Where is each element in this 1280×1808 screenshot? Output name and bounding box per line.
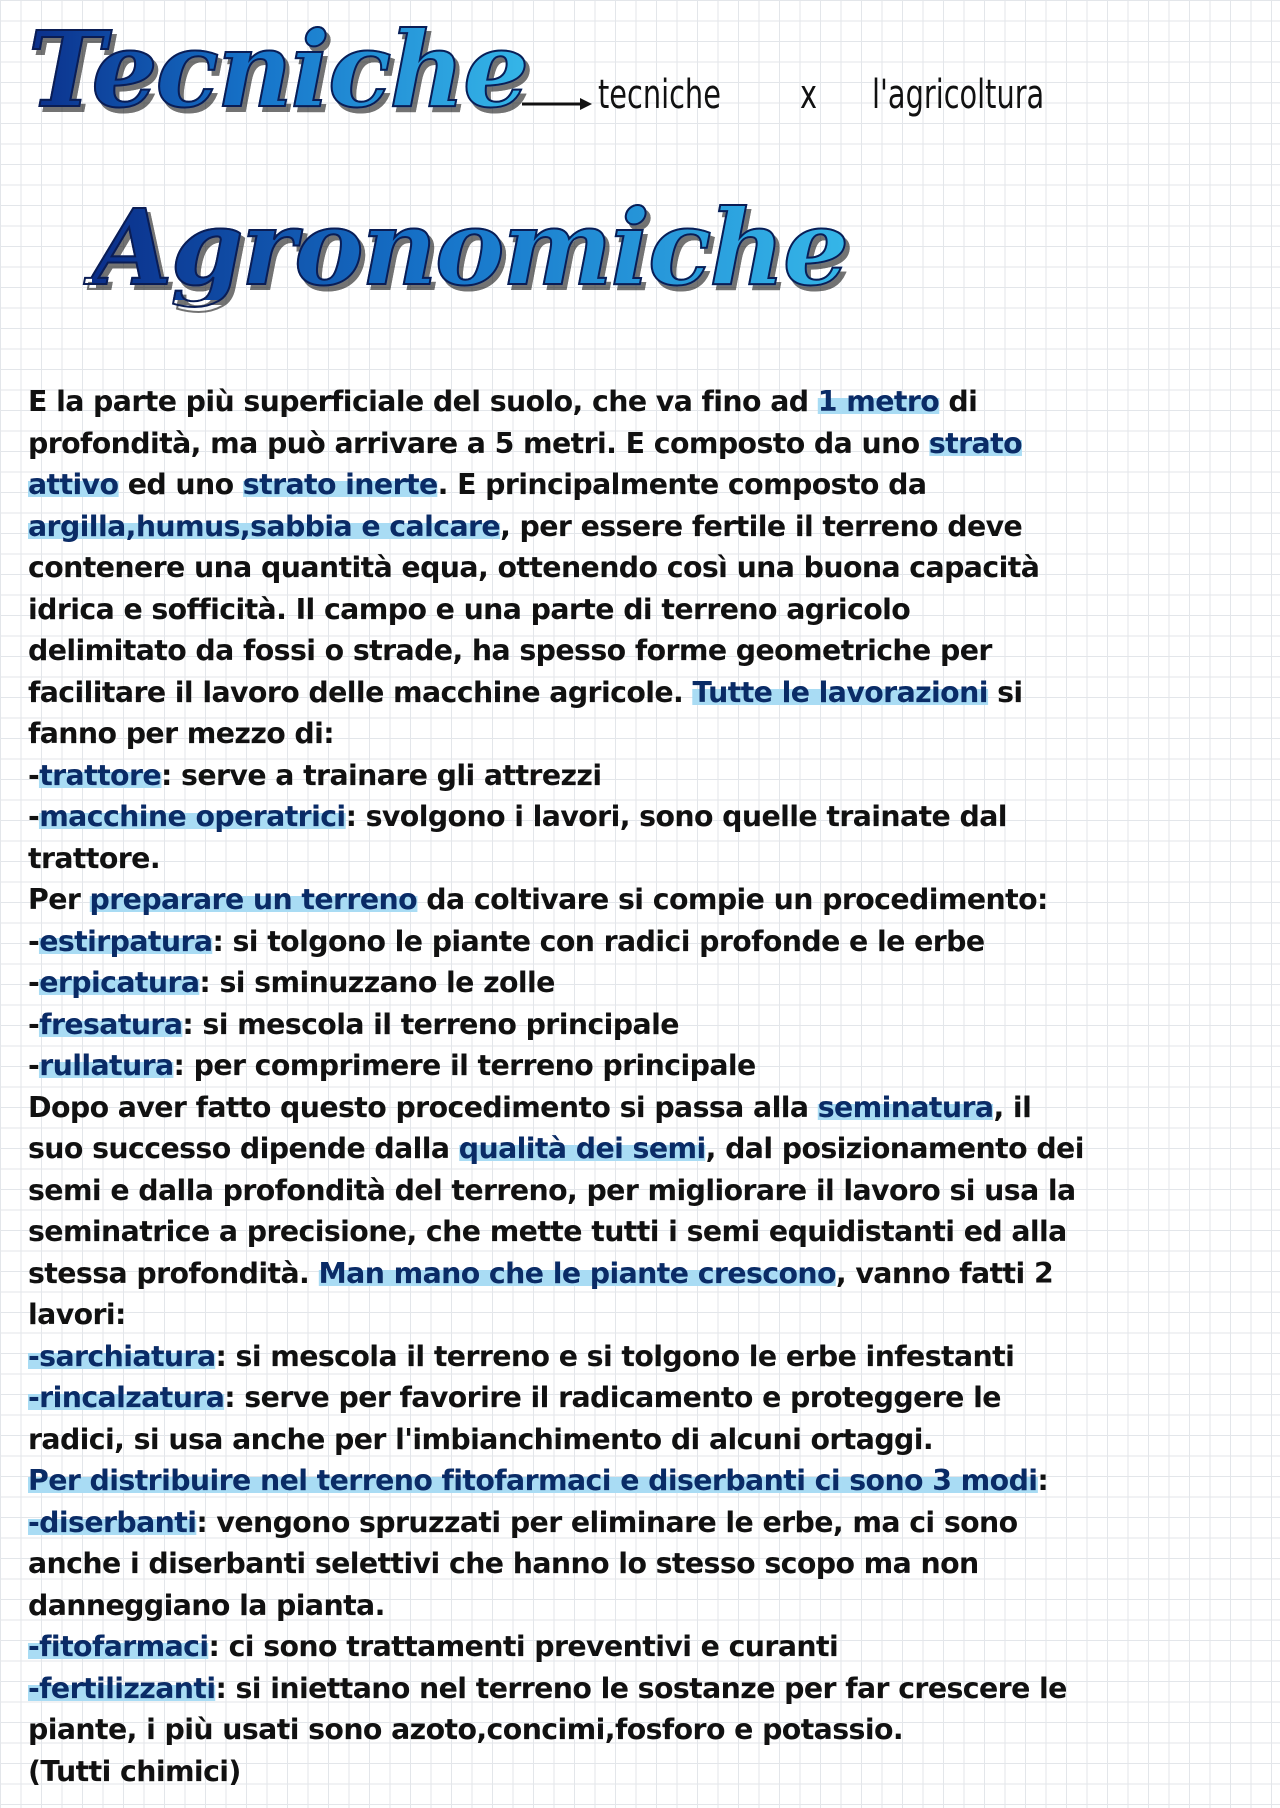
note-line [28,1004,1253,1046]
highlighted-term: preparare un terreno [89,883,417,916]
highlighted-term: strato inerte [242,468,438,501]
note-line [28,1087,1253,1129]
note-line [28,1709,1253,1751]
note-text: - [28,966,40,999]
note-text: - [28,800,40,833]
note-line [28,1460,1253,1502]
note-line [28,838,1253,880]
highlighted-term: seminatura [817,1090,994,1124]
note-line [28,1419,1253,1461]
note-line [28,464,1253,506]
note-text: danneggiano la pianta. [28,1588,385,1622]
note-text: trattore. [28,841,161,875]
note-text: suo successo dipende dalla [28,1132,459,1165]
note-line [28,879,1253,921]
note-line [28,921,1253,963]
subtitle-times: x [800,72,818,118]
note-line [28,1543,1253,1585]
note-text: : [1037,1464,1049,1497]
note-text: : si sminuzzano le zolle [199,966,555,999]
highlighted-term: -rincalzatura [28,1381,225,1414]
highlighted-term: Tutte le lavorazioni [692,675,988,709]
subtitle-agricoltura: l'agricoltura [872,72,1045,118]
highlighted-term: -sarchiatura [28,1339,216,1373]
subtitle-tecniche: tecniche [598,72,721,118]
highlighted-term: estirpatura [39,924,213,958]
note-line [28,1626,1253,1668]
highlighted-term: fresatura [39,1007,183,1041]
highlighted-term: Per distribuire nel terreno fitofarmaci e diserbanti ci sono 3 modi [28,1464,1038,1497]
highlighted-term: trattore [39,758,162,792]
notes-body [28,381,1258,1792]
note-text: da coltivare si compie un procedimento: [416,883,1048,916]
note-line [28,1128,1253,1170]
note-line [28,589,1253,631]
note-text: piante, i più usati sono azoto,concimi,fosforo e potassio. [28,1713,904,1746]
note-line [28,1294,1253,1336]
highlighted-term: -diserbanti [28,1505,197,1539]
note-text: lavori: [28,1298,126,1331]
title-tecniche: Tecniche [28,8,528,131]
note-text: : ci sono trattamenti preventivi e curanti [208,1630,839,1663]
note-line [28,1502,1253,1544]
note-line [28,1253,1253,1295]
note-text: radici, si usa anche per l'imbianchimento di alcuni ortaggi. [28,1422,934,1456]
note-text: - [28,1049,40,1082]
highlighted-term: Man mano che le piante crescono [318,1256,836,1290]
highlighted-term: 1 metro [817,385,940,418]
note-text: profondità, ma può arrivare a 5 metri. E composto da uno [28,426,929,460]
note-text: contenere una quantità equa, ottenendo così una buona capacità [28,551,1040,584]
note-line [28,796,1253,838]
note-line [28,713,1253,755]
note-text: (Tutti chimici) [28,1754,241,1788]
note-text: idrica e sofficità. Il campo e una parte di terreno agricolo [28,592,911,626]
note-text: . E principalmente composto da [437,468,927,501]
note-text: Dopo aver fatto questo procedimento si passa alla [28,1090,818,1124]
note-text: : vengono spruzzati per eliminare le erbe, ma ci sono [196,1505,1018,1539]
arrow-icon [520,96,592,112]
note-line [28,547,1253,589]
note-text: E la parte più superficiale del suolo, che va fino ad [28,385,818,418]
note-text: semi e dalla profondità del terreno, per migliorare il lavoro si usa la [28,1173,1076,1207]
highlighted-term: argilla,humus,sabbia e calcare [28,509,501,543]
note-text: seminatrice a precisione, che mette tutti i semi equidistanti ed alla [28,1215,1067,1248]
note-line [28,1585,1253,1627]
note-line [28,1336,1253,1378]
note-line [28,1045,1253,1087]
title-agronomiche: Agronomiche [92,186,848,309]
note-text: : si mescola il terreno e si tolgono le erbe infestanti [215,1339,1015,1373]
note-text: - [28,758,40,792]
note-line [28,1211,1253,1253]
note-text: facilitare il lavoro delle macchine agricole. [28,675,693,709]
note-text: anche i diserbanti selettivi che hanno lo stesso scopo ma non [28,1547,979,1580]
note-text: - [28,1007,40,1041]
note-text: : svolgono i lavori, sono quelle trainate dal [345,800,1007,833]
highlighted-term: strato [928,426,1022,460]
note-line [28,506,1253,548]
note-text: , per essere fertile il terreno deve [500,509,1023,543]
note-text: : serve a trainare gli attrezzi [161,758,602,792]
note-line [28,672,1253,714]
note-text: si [987,675,1023,709]
highlighted-term: -fertilizzanti [28,1671,216,1705]
note-line [28,755,1253,797]
note-text: : per comprimere il terreno principale [173,1049,756,1082]
highlighted-term: qualità dei semi [458,1132,706,1165]
note-line [28,381,1253,423]
note-text: Per [28,883,90,916]
note-text: di [939,385,978,418]
note-text: stessa profondità. [28,1256,319,1290]
note-text: : si tolgono le piante con radici profonde e le erbe [212,924,985,958]
note-line [28,962,1253,1004]
note-text: fanno per mezzo di: [28,717,335,750]
note-text: : serve per favorire il radicamento e proteggere le [224,1381,1001,1414]
note-text: , vanno fatti 2 [835,1256,1054,1290]
note-line [28,630,1253,672]
note-line [28,1668,1253,1710]
highlighted-term: rullatura [39,1049,174,1082]
note-text: - [28,924,40,958]
highlighted-term: erpicatura [39,966,200,999]
note-text: ed uno [118,468,243,501]
note-line [28,1377,1253,1419]
note-text: , dal posizionamento dei [705,1132,1084,1165]
highlighted-term: attivo [28,468,119,501]
note-text: : si iniettano nel terreno le sostanze per far crescere le [215,1671,1067,1705]
note-line [28,1751,1253,1793]
highlighted-term: -fitofarmaci [28,1630,209,1663]
note-text: : si mescola il terreno principale [182,1007,679,1041]
note-text: delimitato da fossi o strade, ha spesso forme geometriche per [28,634,992,667]
highlighted-term: macchine operatrici [39,800,346,833]
note-line [28,1170,1253,1212]
note-text: , il [993,1090,1032,1124]
note-line [28,423,1253,465]
